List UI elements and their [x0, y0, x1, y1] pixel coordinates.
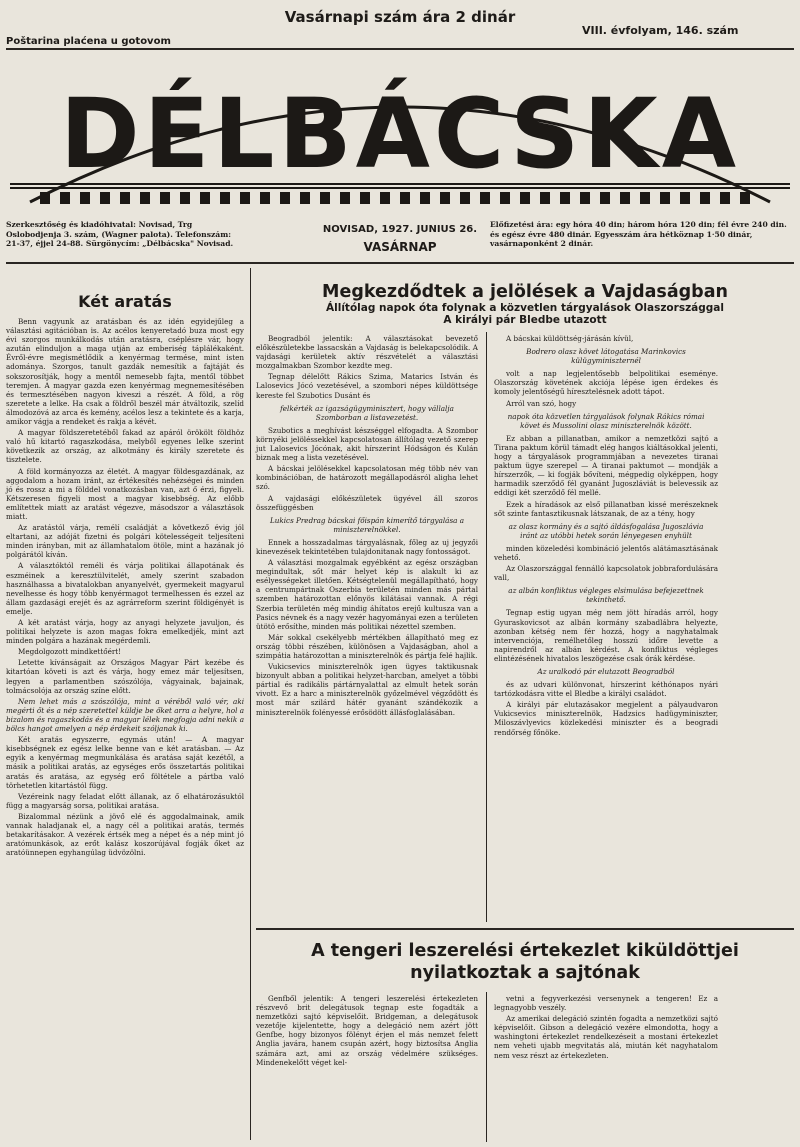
paragraph: Ez abban a pillanatban, amikor a nemzetközi sajtó a Tirana paktum körül támadt elég hangos kiáltásokkal jelenti, hogy a tárgyalások programmjában a nevezetes tiranai paktum ügye szerepel — A tiranai paktumot — mondják a hírszerzők, — ki fogják bővíteni, mégpedig olyképpen, hogy harmadik szerződő fél gyanánt Jugoszláviát is belevessik az eddigi két szerződő fél mellé.	[494, 433, 718, 498]
highlight-quote: napok óta közvetlen tárgyalások folynak Rákics római követ és Mussolini olasz miniszterelnök között.	[507, 411, 705, 430]
article-headline: Két aratás	[78, 292, 172, 311]
paragraph: A bácskai küldöttség-járásán kívül,	[506, 334, 634, 343]
masthead-bottom-rule	[6, 262, 794, 264]
article-subheadline: Állítólag napok óta folynak a közvetlen tárgyalások Olaszországgal	[326, 302, 724, 314]
article-column-2	[494, 994, 718, 1062]
masthead-top-rule	[6, 48, 794, 50]
paragraph: Vukicsevics miniszterelnök igen ügyes taktikusnak bizonyult abban a politikai helyzet-harcban, amelyet a többi pártial és radikális pártárnyalattal az elmult hetek során vivott. Ez a harc a miniszterelnök győzelmével végződött és most már szilárd hátér gyanánt szándékozik a miniszterelnök folényessé erősödött állásfoglalásában.	[256, 662, 478, 717]
paragraph: Már sokkal csekélyebb mértékben állapítható meg ez ország többi részében, különösen a Vajdaságban, ahol a szimpátia határozottan a miniszterelnök és pártja felé hajlik.	[256, 632, 478, 660]
paragraph: A bácskai jelölésekkel kapcsolatosan még több név van kombinációban, de határozott megállapodásról aligha lehet szó.	[256, 464, 478, 492]
paragraph: Benn vagyunk az aratásban és az idén egyidejűleg a választási agitációban is. Az acélos kenyeretadó buza most egy évi szorgos munkálkodás után aratásra, cséplésre vár, hogy azután elinduljon a maga utján az emberiség táplálékaként. Évről-évre megismétlődik a kenyérmag termése, mint isten adománya. Szorgos, tanult gazdák nemesítik a fajtáját és sokszorosítják, hogy a mentől nemesebb fajta, mentől többet teremjen. A magyar gazda ezen kenyérmag megnemesítésében és termesztésében nagyon kiveszi a részét. A föld, a rög szeretete a lelke. Ha csak a földről beszél már átváltozik, szelíd álmodozóvá az arca és kemény, acélos lesz a tekintete és a karja, amikor vágja a rendeket és rakja a kévét.	[6, 317, 244, 427]
highlight-quote: Lukics Predrag bácskai főispán kimerítő tárgyalása a miniszterelnökkel.	[269, 515, 465, 534]
paragraph: vetni a fegyverkezési versenynek a tengeren! Ez a legnagyobb veszély.	[494, 994, 718, 1013]
issue-date: NOVISAD, 1927. JUNIUS 26.	[322, 224, 478, 235]
article-headline: A tengeri leszerelési értekezlet kiküldöttjei nyilatkoztak a sajtónak	[311, 941, 739, 983]
paragraph: A magyar földszeretetéből fakad az apáról örökölt földhöz való hű kitartó ragaszkodása, melyből egyenes lelke szerint következik az ország, az alkotmány és király szeretete és tisztelete.	[6, 428, 244, 465]
editorial-address: Szerkesztőség és kiadóhivatal: Novisad, Trg Oslobodjenja 3. szám, (Wagner palota). Telefonszám: 21-37, éjjel 24-88. Sürgönycím: „Délbácska" Novisad.	[6, 220, 234, 249]
issue-day: VASÁRNAP	[363, 240, 437, 254]
postage-note: Poštarina plaćena u gotovom	[6, 36, 171, 47]
price-line: Vasárnapi szám ára 2 dinár	[284, 8, 516, 26]
newspaper-title: DÉLBÁCSKA	[60, 78, 740, 190]
paragraph: A királyi pár elutazásakor megjelent a pályaudvaron Vukicsevics miniszterelnök, Hadzsics hadügyminiszter, Miloszávlyevics közlekedési miniszter és a beogradi rendőrség főnöke.	[494, 700, 718, 737]
paragraph: A választóktól reméli és várja politikai állapotának és eszméinek a keresztülvitelét, amely szerint szabadon használhassa a bivatalokban anyanyelvét, gyermekeit magyarul nevelhesse és hogy több kenyérmagot termelhessen és ezzel az állam gazdasági erejét és az agrárreform szerint földigényét is emelje.	[6, 561, 244, 616]
paragraph: Ennek a hosszadalmas tárgyalásnak, főleg az uj jegyzői kinevezések tekintetében tulajdonitanak nagy fontosságot.	[256, 537, 478, 556]
highlight-quote: az albán konfliktus végleges elsimulása befejezettnek tekinthető.	[508, 586, 704, 605]
article-column-1	[256, 994, 478, 1069]
paragraph: Szubotics a meghívást készséggel elfogadta. A Szombor környéki jelöléssekkel kapcsolatosan állítólag vezető szerep jut Lalosevics Jócónak, akit hírszerint Hódságon és Kulán biznak meg a lista vezetésével.	[256, 425, 478, 463]
article-jelolesek	[256, 282, 794, 326]
paragraph: Tegnap délelőtt Rákics Szima, Matarics István és Lalosevics Jócó vezetésével, a szombori népes küldöttsége kereste fel Szubotics Dusánt és	[256, 372, 478, 400]
paragraph: Az Olaszországgal fennálló kapcsolatok jobbrafordulására vall,	[494, 564, 718, 583]
article-subheadline-2: A királyi pár Bledbe utazott	[443, 314, 607, 326]
paragraph: Vezéreink nagy feladat előtt állanak, az ő elhatározásuktól függ a magyarság sorsa, politikai aratása.	[6, 791, 244, 810]
paragraph: A föld kormányozza az életét. A magyar földesgazdának, az aggodalom a hozam iránt, az értékesítés nehézségei és minden jó és rossz a mi a földdel vonatkozásban van, azt ő érzi, figyeli. Kétszeresen figyeli most a magyar kisebbség. Az előbb említettek miatt az aratást végezve, másodszor a választások miatt.	[6, 466, 244, 521]
article-headline: Megkezdődtek a jelölések a Vajdaságban	[322, 282, 728, 302]
paragraph: Nem lehet más a szószólója, mint a véréből való vér, aki megérti őt és a nép szeretettel küldje be őket arra a helyre, hol a bizalom és ragaszkodás és a magyar lélek megfogja adni nekik a bölcs hangot amelyen a nép érdekeit szóljanak ki.	[6, 696, 244, 734]
paragraph: Beogradból jelentik: A választásokat bevezető előkészületekbe lassacskán a Vajdaság is belekapcsolódik. A vajdasági kerületek aktív részvételét a választási mozgalmakban Szombor kezdte meg.	[256, 334, 478, 371]
paragraph: Tegnap estig ugyan még nem jött híradás arról, hogy Gyuraskovicsot az albán kormány szabadlábra helyezte, azonban kétség nem fér hozzá, hogy a nagyhatalmak intervenciója, remélhetőleg hosszú időre levette a napirendről az albán kérdést. A konfliktus végleges elintézésének hivatalos leszögezése csak órák kérdése.	[494, 608, 718, 663]
article-column-2	[494, 334, 718, 739]
article-column-1	[256, 334, 478, 719]
paragraph: Arról van szó, hogy	[506, 398, 577, 408]
paragraph: Letette kívánságait az Országos Magyar Párt kezébe és kitartóan követi is azt és várja, hogy emez már teljesítsen, legyen a parlamentben szószólója, vágyainak, bajainak, tolmácsolója az ország színe előtt.	[6, 658, 244, 695]
paragraph: A két aratást várja, hogy az anyagi helyzete javuljon, és politikai helyzete is azon magas fokra emelkedjék, mint azt minden polgára a hazának megérdemli.	[6, 618, 244, 646]
column-divider-bottom	[486, 992, 487, 1142]
highlight-quote: felkérték az igazságügyminisztert, hogy vállalja Szomborban a listavezetést.	[280, 403, 454, 422]
paragraph: Ezek a híradások az első pillanatban kissé merészeknek sőt szinte fantasztikusnak látszanak, de az a tény, hogy	[494, 499, 718, 518]
section-rule	[256, 928, 794, 930]
paragraph: Genfből jelentik: A tengeri leszerelési értekezleten részvevő brit delegátusok tegnap este fogadták a nemzetközi sajtó képviselőit. Bridgeman, a delegátusok vezetője kijelentette, hogy a delegáció nem azért jött Genfbe, hogy bizonyos fölényt érjen el más nemzet felett Anglia javára, hanem csupán azért, hogy biztosítsa Anglia számára azt, ami az ország védelmére szükséges. Mindenekelőtt véget kel-	[256, 994, 478, 1067]
masthead-bars	[40, 192, 760, 204]
highlight-quote: az olasz kormány és a sajtó áldásfogalása Jugoszlávia iránt az utóbbi hetek során lényegesen enyhült	[508, 521, 704, 540]
article-ket-aratas	[6, 292, 244, 859]
paragraph: Az amerikai delegáció szintén fogadta a nemzetközi sajtó képviselőit. Gibson a delegáció vezére elmondotta, hogy a washingtoni értekezlet rendelkezéseit a mostani értekezlet nem veheti ujabb megvitatás alá, miután két nagyhatalom nem vesz részt az értekezleten.	[494, 1014, 718, 1060]
column-divider-left	[250, 268, 251, 1140]
article-body	[6, 317, 244, 857]
volume-number: VIII. évfolyam, 146. szám	[582, 24, 739, 37]
paragraph: Az aratástól várja, remélí családját a következő évig jól eltartani, az adóját fizetni és polgári kötelességeit teljesíteni minden irányban, mit az államhatalom ötöle, mint a hazának jó polgárától kíván.	[6, 523, 244, 560]
paragraph: A vajdasági előkészületek ügyével áll szoros összefüggésben	[256, 493, 478, 512]
highlight-quote: Az uralkodó pár elutazott Beogradból	[537, 667, 675, 676]
subscription-info: Előfizetési ára: egy hóra 40 din; három hóra 120 din; fél évre 240 din. és egész évre 480 dinár. Egyesszám ára hétköznap 1·50 dinár, vasárnaponként 2 dinár.	[490, 220, 787, 249]
paragraph: Bizalommal nézünk a jövő elé és aggodalmainak, amik vannak haladjanak el, a nagy cél a politikai aratás, termés betakarításakor. A vezérek értsék meg a népet és a nép mint jó aratómunkások, az erőt kalász koszorújával fogják őket az aratóünnepen egyhangúlag üdvözölni.	[6, 811, 244, 858]
paragraph: volt a nap legjelentősebb belpolitikai eseménye. Olaszország követének akciója lépése igen érdekes és komoly jelentőségű híresztelésnek adott tápot.	[494, 369, 718, 397]
paragraph: Két aratás egyszerre, egymás után! — A magyar kisebbségnek ez egész lelke benne van e két aratásban. — Az egyik a kenyérmag megmunkálása és aratása saját kezétől, a másik a politikai aratás, az egységes erős összetartás politikai aratás és aratása, az egység erő föltétele a pártba való törhetetlen kitartástól függ.	[6, 735, 244, 790]
paragraph: minden közeledési kombináció jelentős alátámasztásának vehető.	[494, 543, 718, 562]
highlight-quote: Bodrero olasz követ látogatása Marinkovics külügyminiszternél	[526, 347, 686, 366]
column-divider-right	[486, 332, 487, 922]
paragraph: Megdolgozott mindkettőért!	[18, 647, 122, 657]
paragraph: és az udvari különvonat, hírszerint kéthónapos nyári tartózkodásra vitte el Bledbe a királyi családot.	[494, 680, 718, 699]
paragraph: A választási mozgalmak egyébként az egész országban megindultak, sőt már helyet kép is alakult ki az esélyességeket illetően. Kétségtelenül megállapítható, hogy a centrumpártnak Oszerbia területén minden más pártal szemben határozottan előnyös kilátásai vannak. A régi Szerbia területén még mindig áhítatos erejű kultusza van a Pasics névnek és a nagy vezér hagyományai ezen a területen ütötö erősíthe, minden más politikai nézettel szemben.	[256, 558, 478, 631]
